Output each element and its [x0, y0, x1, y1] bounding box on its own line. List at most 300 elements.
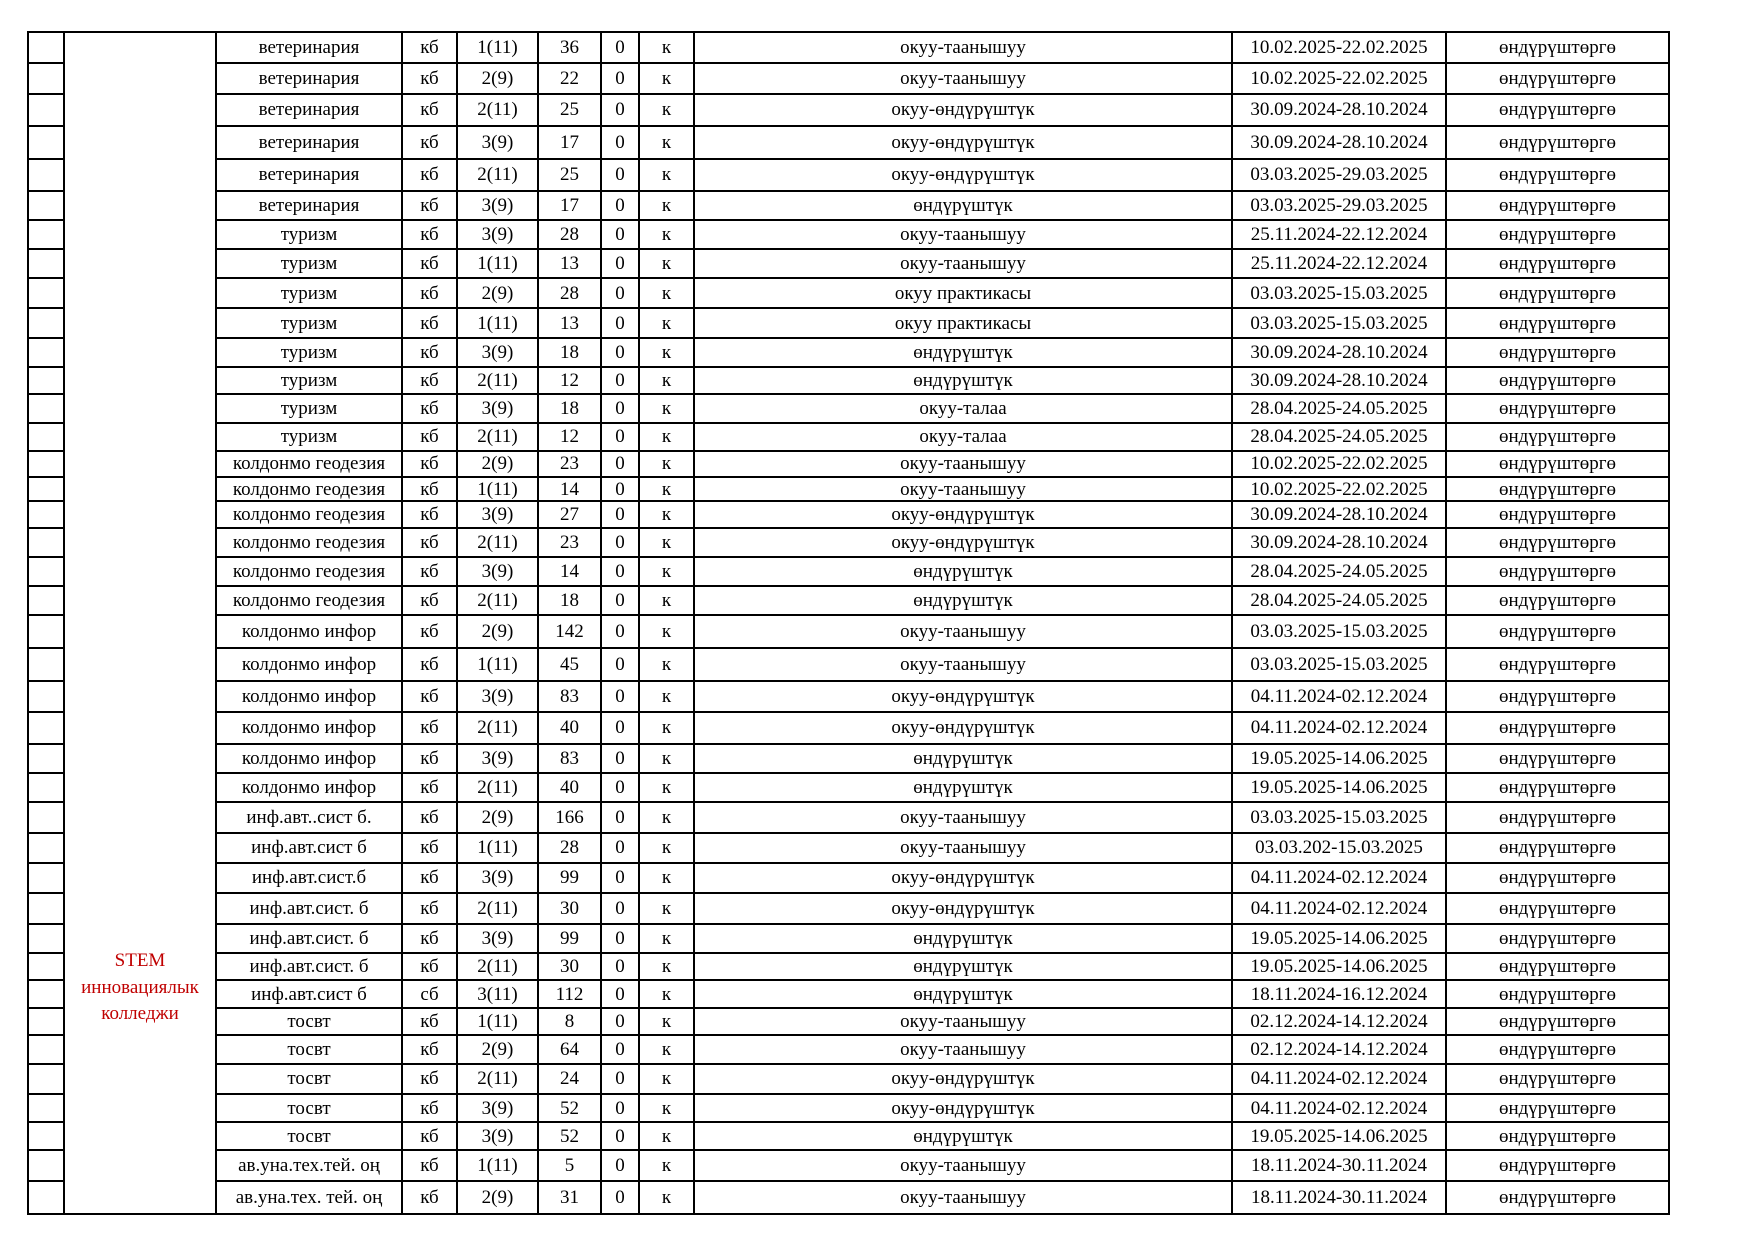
form-cell: кб — [402, 126, 457, 159]
row-number-cell — [28, 953, 64, 981]
field-5-cell: 0 — [601, 126, 639, 159]
practice-type-cell: окуу-таанышуу — [694, 32, 1232, 63]
students-cell: 23 — [538, 451, 601, 477]
field-5-cell: 0 — [601, 648, 639, 681]
specialty-cell: ав.уна.тех.тей. оң — [216, 1150, 402, 1181]
specialty-cell: колдонмо инфор — [216, 744, 402, 774]
course-cell: 3(9) — [457, 924, 538, 953]
students-cell: 166 — [538, 802, 601, 833]
practice-type-cell: өндүрүштүк — [694, 980, 1232, 1008]
students-cell: 142 — [538, 615, 601, 648]
destination-cell: өндүрүштөргө — [1446, 308, 1669, 338]
practice-type-cell: окуу-таанышуу — [694, 833, 1232, 863]
period-cell: 03.03.2025-15.03.2025 — [1232, 308, 1446, 338]
practice-type-cell: окуу-таанышуу — [694, 220, 1232, 249]
form-cell: кб — [402, 893, 457, 924]
destination-cell: өндүрүштөргө — [1446, 1181, 1669, 1214]
destination-cell: өндүрүштөргө — [1446, 802, 1669, 833]
form-cell: кб — [402, 586, 457, 615]
practice-type-cell: окуу-таанышуу — [694, 63, 1232, 94]
practice-type-cell: өндүрүштүк — [694, 367, 1232, 395]
specialty-cell: колдонмо инфор — [216, 712, 402, 744]
form-cell: кб — [402, 712, 457, 744]
row-number-cell — [28, 63, 64, 94]
destination-cell: өндүрүштөргө — [1446, 586, 1669, 615]
course-cell: 3(9) — [457, 220, 538, 249]
specialty-cell: колдонмо геодезия — [216, 451, 402, 477]
course-cell: 2(9) — [457, 63, 538, 94]
destination-cell: өндүрүштөргө — [1446, 394, 1669, 423]
specialty-cell: ветеринария — [216, 63, 402, 94]
period-cell: 04.11.2024-02.12.2024 — [1232, 1064, 1446, 1094]
practice-type-cell: окуу-өндүрүштүк — [694, 126, 1232, 159]
field-6-cell: к — [639, 501, 694, 527]
table-row — [28, 681, 1669, 712]
specialty-cell: инф.авт.сист. б — [216, 924, 402, 953]
destination-cell: өндүрүштөргө — [1446, 1008, 1669, 1036]
college-name-cell — [64, 32, 216, 1214]
row-number-cell — [28, 159, 64, 191]
students-cell: 8 — [538, 1008, 601, 1036]
table-row — [28, 394, 1669, 423]
period-cell: 30.09.2024-28.10.2024 — [1232, 94, 1446, 126]
form-cell: кб — [402, 924, 457, 953]
field-5-cell: 0 — [601, 220, 639, 249]
course-cell: 1(11) — [457, 1008, 538, 1036]
form-cell: кб — [402, 773, 457, 802]
specialty-cell: колдонмо геодезия — [216, 557, 402, 586]
table-row — [28, 477, 1669, 501]
students-cell: 36 — [538, 32, 601, 63]
row-number-cell — [28, 615, 64, 648]
period-cell: 30.09.2024-28.10.2024 — [1232, 126, 1446, 159]
specialty-cell: инф.авт.сист.б — [216, 863, 402, 894]
period-cell: 10.02.2025-22.02.2025 — [1232, 451, 1446, 477]
row-number-cell — [28, 94, 64, 126]
course-cell: 2(11) — [457, 159, 538, 191]
field-6-cell: к — [639, 1150, 694, 1181]
practice-type-cell: окуу-өндүрүштүк — [694, 893, 1232, 924]
form-cell: кб — [402, 308, 457, 338]
form-cell: кб — [402, 1035, 457, 1064]
college-name-line: колледжи — [101, 1003, 179, 1025]
course-cell: 2(11) — [457, 423, 538, 451]
table-row — [28, 1035, 1669, 1064]
practice-type-cell: өндүрүштүк — [694, 557, 1232, 586]
course-cell: 3(11) — [457, 980, 538, 1008]
row-number-cell — [28, 681, 64, 712]
form-cell: кб — [402, 615, 457, 648]
course-cell: 2(11) — [457, 367, 538, 395]
course-cell: 3(9) — [457, 338, 538, 367]
practice-type-cell: окуу-өндүрүштүк — [694, 1064, 1232, 1094]
row-number-cell — [28, 367, 64, 395]
field-6-cell: к — [639, 32, 694, 63]
specialty-cell: туризм — [216, 278, 402, 309]
practice-type-cell: окуу-өндүрүштүк — [694, 712, 1232, 744]
students-cell: 99 — [538, 924, 601, 953]
course-cell: 2(11) — [457, 893, 538, 924]
practice-type-cell: окуу-таанышуу — [694, 477, 1232, 501]
field-6-cell: к — [639, 308, 694, 338]
field-5-cell: 0 — [601, 394, 639, 423]
practice-type-cell: окуу-өндүрүштүк — [694, 681, 1232, 712]
period-cell: 03.03.2025-15.03.2025 — [1232, 615, 1446, 648]
specialty-cell: колдонмо геодезия — [216, 477, 402, 501]
table-row — [28, 451, 1669, 477]
form-cell: кб — [402, 278, 457, 309]
form-cell: кб — [402, 1150, 457, 1181]
specialty-cell: тосвт — [216, 1064, 402, 1094]
form-cell: кб — [402, 648, 457, 681]
college-name-line: инновациялык — [81, 976, 199, 998]
row-number-cell — [28, 308, 64, 338]
row-number-cell — [28, 893, 64, 924]
field-5-cell: 0 — [601, 32, 639, 63]
table-row — [28, 501, 1669, 527]
course-cell: 2(11) — [457, 528, 538, 558]
specialty-cell: ветеринария — [216, 94, 402, 126]
period-cell: 03.03.2025-15.03.2025 — [1232, 802, 1446, 833]
specialty-cell: туризм — [216, 394, 402, 423]
period-cell: 02.12.2024-14.12.2024 — [1232, 1008, 1446, 1036]
table-row — [28, 615, 1669, 648]
destination-cell: өндүрүштөргө — [1446, 220, 1669, 249]
row-number-cell — [28, 1181, 64, 1214]
specialty-cell: инф.авт..сист б. — [216, 802, 402, 833]
field-6-cell: к — [639, 126, 694, 159]
field-5-cell: 0 — [601, 528, 639, 558]
course-cell: 2(9) — [457, 278, 538, 309]
students-cell: 18 — [538, 394, 601, 423]
field-6-cell: к — [639, 451, 694, 477]
row-number-cell — [28, 712, 64, 744]
destination-cell: өндүрүштөргө — [1446, 126, 1669, 159]
period-cell: 19.05.2025-14.06.2025 — [1232, 773, 1446, 802]
specialty-cell: колдонмо геодезия — [216, 501, 402, 527]
field-6-cell: к — [639, 712, 694, 744]
table-row — [28, 367, 1669, 395]
students-cell: 27 — [538, 501, 601, 527]
form-cell: кб — [402, 63, 457, 94]
students-cell: 28 — [538, 833, 601, 863]
row-number-cell — [28, 423, 64, 451]
field-5-cell: 0 — [601, 501, 639, 527]
practice-type-cell: өндүрүштүк — [694, 744, 1232, 774]
form-cell: кб — [402, 249, 457, 278]
course-cell: 3(9) — [457, 1094, 538, 1123]
students-cell: 5 — [538, 1150, 601, 1181]
course-cell: 3(9) — [457, 191, 538, 221]
college-name-line: STEM — [114, 950, 166, 972]
field-6-cell: к — [639, 477, 694, 501]
period-cell: 03.03.2025-15.03.2025 — [1232, 648, 1446, 681]
students-cell: 40 — [538, 773, 601, 802]
form-cell: кб — [402, 833, 457, 863]
period-cell: 03.03.202-15.03.2025 — [1232, 833, 1446, 863]
form-cell: кб — [402, 423, 457, 451]
field-5-cell: 0 — [601, 63, 639, 94]
destination-cell: өндүрүштөргө — [1446, 712, 1669, 744]
table-row — [28, 712, 1669, 744]
row-number-cell — [28, 863, 64, 894]
table-row — [28, 94, 1669, 126]
students-cell: 13 — [538, 249, 601, 278]
specialty-cell: туризм — [216, 367, 402, 395]
practice-type-cell: окуу практикасы — [694, 308, 1232, 338]
table-row — [28, 1150, 1669, 1181]
table-row — [28, 648, 1669, 681]
row-number-cell — [28, 744, 64, 774]
students-cell: 25 — [538, 159, 601, 191]
field-5-cell: 0 — [601, 953, 639, 981]
specialty-cell: тосвт — [216, 1008, 402, 1036]
specialty-cell: ветеринария — [216, 159, 402, 191]
destination-cell: өндүрүштөргө — [1446, 1035, 1669, 1064]
course-cell: 2(11) — [457, 712, 538, 744]
field-6-cell: к — [639, 1181, 694, 1214]
table-row — [28, 126, 1669, 159]
course-cell: 3(9) — [457, 744, 538, 774]
field-5-cell: 0 — [601, 1094, 639, 1123]
students-cell: 13 — [538, 308, 601, 338]
specialty-cell: тосвт — [216, 1094, 402, 1123]
destination-cell: өндүрүштөргө — [1446, 863, 1669, 894]
destination-cell: өндүрүштөргө — [1446, 191, 1669, 221]
destination-cell: өндүрүштөргө — [1446, 423, 1669, 451]
period-cell: 19.05.2025-14.06.2025 — [1232, 744, 1446, 774]
practice-type-cell: өндүрүштүк — [694, 953, 1232, 981]
form-cell: кб — [402, 32, 457, 63]
period-cell: 10.02.2025-22.02.2025 — [1232, 32, 1446, 63]
table-row — [28, 953, 1669, 981]
row-number-cell — [28, 586, 64, 615]
practice-type-cell: окуу-өндүрүштүк — [694, 94, 1232, 126]
course-cell: 2(9) — [457, 451, 538, 477]
destination-cell: өндүрүштөргө — [1446, 367, 1669, 395]
destination-cell: өндүрүштөргө — [1446, 744, 1669, 774]
course-cell: 2(11) — [457, 1064, 538, 1094]
form-cell: кб — [402, 1122, 457, 1150]
form-cell: кб — [402, 1008, 457, 1036]
field-5-cell: 0 — [601, 477, 639, 501]
students-cell: 83 — [538, 681, 601, 712]
table-row — [28, 308, 1669, 338]
form-cell: кб — [402, 1094, 457, 1123]
table-row — [28, 1094, 1669, 1123]
students-cell: 52 — [538, 1094, 601, 1123]
destination-cell: өндүрүштөргө — [1446, 557, 1669, 586]
form-cell: кб — [402, 1181, 457, 1214]
form-cell: кб — [402, 528, 457, 558]
row-number-cell — [28, 1064, 64, 1094]
field-5-cell: 0 — [601, 367, 639, 395]
row-number-cell — [28, 773, 64, 802]
form-cell: кб — [402, 1064, 457, 1094]
period-cell: 30.09.2024-28.10.2024 — [1232, 367, 1446, 395]
destination-cell: өндүрүштөргө — [1446, 1150, 1669, 1181]
row-number-cell — [28, 833, 64, 863]
students-cell: 28 — [538, 220, 601, 249]
course-cell: 2(11) — [457, 773, 538, 802]
course-cell: 3(9) — [457, 501, 538, 527]
practice-type-cell: окуу-таанышуу — [694, 1150, 1232, 1181]
students-cell: 28 — [538, 278, 601, 309]
students-cell: 52 — [538, 1122, 601, 1150]
row-number-cell — [28, 802, 64, 833]
students-cell: 45 — [538, 648, 601, 681]
destination-cell: өндүрүштөргө — [1446, 681, 1669, 712]
table-row — [28, 557, 1669, 586]
row-number-cell — [28, 249, 64, 278]
course-cell: 2(9) — [457, 802, 538, 833]
destination-cell: өндүрүштөргө — [1446, 773, 1669, 802]
row-number-cell — [28, 501, 64, 527]
specialty-cell: колдонмо геодезия — [216, 528, 402, 558]
destination-cell: өндүрүштөргө — [1446, 528, 1669, 558]
destination-cell: өндүрүштөргө — [1446, 94, 1669, 126]
practice-type-cell: окуу-таанышуу — [694, 615, 1232, 648]
row-number-cell — [28, 191, 64, 221]
course-cell: 3(9) — [457, 863, 538, 894]
row-number-cell — [28, 648, 64, 681]
table-row — [28, 744, 1669, 774]
table-row — [28, 863, 1669, 894]
practice-type-cell: окуу-таанышуу — [694, 1181, 1232, 1214]
field-5-cell: 0 — [601, 586, 639, 615]
field-6-cell: к — [639, 744, 694, 774]
table-row — [28, 159, 1669, 191]
students-cell: 23 — [538, 528, 601, 558]
field-5-cell: 0 — [601, 1122, 639, 1150]
row-number-cell — [28, 528, 64, 558]
course-cell: 3(9) — [457, 557, 538, 586]
field-5-cell: 0 — [601, 249, 639, 278]
row-number-cell — [28, 126, 64, 159]
form-cell: кб — [402, 451, 457, 477]
period-cell: 30.09.2024-28.10.2024 — [1232, 338, 1446, 367]
students-cell: 18 — [538, 586, 601, 615]
practice-type-cell: окуу-таанышуу — [694, 1008, 1232, 1036]
period-cell: 30.09.2024-28.10.2024 — [1232, 528, 1446, 558]
field-5-cell: 0 — [601, 278, 639, 309]
period-cell: 19.05.2025-14.06.2025 — [1232, 1122, 1446, 1150]
table-row — [28, 278, 1669, 309]
field-5-cell: 0 — [601, 681, 639, 712]
specialty-cell: инф.авт.сист б — [216, 833, 402, 863]
students-cell: 12 — [538, 367, 601, 395]
destination-cell: өндүрүштөргө — [1446, 615, 1669, 648]
field-6-cell: к — [639, 980, 694, 1008]
field-6-cell: к — [639, 924, 694, 953]
period-cell: 28.04.2025-24.05.2025 — [1232, 586, 1446, 615]
destination-cell: өндүрүштөргө — [1446, 338, 1669, 367]
period-cell: 10.02.2025-22.02.2025 — [1232, 477, 1446, 501]
table-row — [28, 924, 1669, 953]
specialty-cell: инф.авт.сист б — [216, 980, 402, 1008]
practice-type-cell: өндүрүштүк — [694, 338, 1232, 367]
table-row — [28, 1064, 1669, 1094]
row-number-cell — [28, 1150, 64, 1181]
specialty-cell: туризм — [216, 249, 402, 278]
period-cell: 28.04.2025-24.05.2025 — [1232, 557, 1446, 586]
row-number-cell — [28, 220, 64, 249]
practice-schedule-table — [27, 31, 1670, 1215]
period-cell: 18.11.2024-16.12.2024 — [1232, 980, 1446, 1008]
field-6-cell: к — [639, 423, 694, 451]
form-cell: сб — [402, 980, 457, 1008]
course-cell: 1(11) — [457, 308, 538, 338]
specialty-cell: инф.авт.сист. б — [216, 953, 402, 981]
table-row — [28, 1181, 1669, 1214]
practice-type-cell: окуу-таанышуу — [694, 1035, 1232, 1064]
row-number-cell — [28, 557, 64, 586]
field-5-cell: 0 — [601, 893, 639, 924]
specialty-cell: туризм — [216, 308, 402, 338]
table-row — [28, 528, 1669, 558]
course-cell: 2(9) — [457, 1035, 538, 1064]
specialty-cell: колдонмо инфор — [216, 681, 402, 712]
field-5-cell: 0 — [601, 423, 639, 451]
students-cell: 22 — [538, 63, 601, 94]
students-cell: 30 — [538, 953, 601, 981]
course-cell: 2(11) — [457, 94, 538, 126]
period-cell: 04.11.2024-02.12.2024 — [1232, 863, 1446, 894]
field-6-cell: к — [639, 394, 694, 423]
field-5-cell: 0 — [601, 1150, 639, 1181]
period-cell: 19.05.2025-14.06.2025 — [1232, 953, 1446, 981]
students-cell: 30 — [538, 893, 601, 924]
table-row — [28, 338, 1669, 367]
field-6-cell: к — [639, 191, 694, 221]
specialty-cell: ветеринария — [216, 32, 402, 63]
period-cell: 10.02.2025-22.02.2025 — [1232, 63, 1446, 94]
destination-cell: өндүрүштөргө — [1446, 953, 1669, 981]
row-number-cell — [28, 1122, 64, 1150]
form-cell: кб — [402, 338, 457, 367]
students-cell: 24 — [538, 1064, 601, 1094]
field-6-cell: к — [639, 338, 694, 367]
field-5-cell: 0 — [601, 1064, 639, 1094]
form-cell: кб — [402, 220, 457, 249]
table-row — [28, 423, 1669, 451]
period-cell: 18.11.2024-30.11.2024 — [1232, 1181, 1446, 1214]
practice-type-cell: окуу-өндүрүштүк — [694, 159, 1232, 191]
field-6-cell: к — [639, 773, 694, 802]
field-5-cell: 0 — [601, 773, 639, 802]
practice-type-cell: өндүрүштүк — [694, 191, 1232, 221]
form-cell: кб — [402, 501, 457, 527]
form-cell: кб — [402, 94, 457, 126]
practice-type-cell: окуу-таанышуу — [694, 648, 1232, 681]
period-cell: 03.03.2025-29.03.2025 — [1232, 159, 1446, 191]
destination-cell: өндүрүштөргө — [1446, 63, 1669, 94]
students-cell: 31 — [538, 1181, 601, 1214]
practice-type-cell: окуу-талаа — [694, 394, 1232, 423]
field-6-cell: к — [639, 893, 694, 924]
course-cell: 2(11) — [457, 586, 538, 615]
period-cell: 04.11.2024-02.12.2024 — [1232, 893, 1446, 924]
table-row — [28, 1122, 1669, 1150]
table-row — [28, 220, 1669, 249]
period-cell: 04.11.2024-02.12.2024 — [1232, 1094, 1446, 1123]
practice-type-cell: өндүрүштүк — [694, 773, 1232, 802]
field-6-cell: к — [639, 1035, 694, 1064]
practice-type-cell: окуу-өндүрүштүк — [694, 528, 1232, 558]
specialty-cell: колдонмо инфор — [216, 615, 402, 648]
table-row — [28, 63, 1669, 94]
form-cell: кб — [402, 191, 457, 221]
